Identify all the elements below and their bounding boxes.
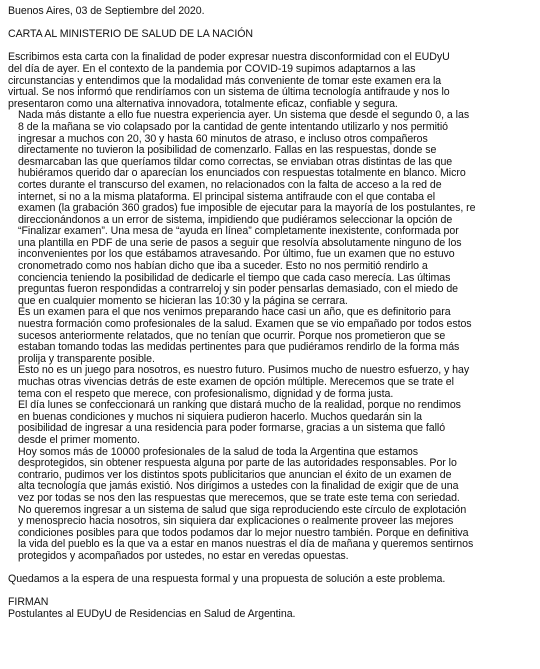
- text-line: conciencia teniendo la posibilidad de dedicarle el tiempo que cada caso merecía. Las últimas: [18, 271, 451, 284]
- paragraph-2: [8, 110, 532, 307]
- paragraph-3: [8, 307, 532, 365]
- text-line: ingresar a muchos con 20, 30 y hasta 60 minutos de atraso, e incluso otros compañeros: [18, 132, 428, 145]
- text-line: vez por todas se nos den las respuestas que merecemos, que se trate este tema con seriedad.: [18, 491, 460, 504]
- signatories: Postulantes al EUDyU de Residencias en Salud de Argentina.: [8, 607, 296, 620]
- letter-heading: CARTA AL MINISTERIO DE SALUD DE LA NACIÓN: [8, 28, 254, 41]
- text-line: desde el primer momento.: [18, 433, 140, 446]
- text-line: alta tecnología que jamás existió. Nos dirigimos a ustedes con la finalidad de exigir que de una: [18, 480, 459, 493]
- paragraph-6: [8, 447, 532, 563]
- text-line: que en cualquier momento se hicieran las 10:30 y la página se cerrara.: [18, 294, 348, 307]
- text-line: tema con el respeto que merece, con profesionalismo, dignidad y de forma justa.: [18, 387, 394, 400]
- text-line: desmarcaban las que queríamos tildar como correctas, se enviaban otras distintas de las que: [18, 155, 453, 168]
- text-line: 8 de la mañana se vio colapsado por la cantidad de gente intentando utilizarlo y nos permitió: [18, 120, 448, 133]
- text-line: Hoy somos más de 10000 profesionales de la salud de toda la Argentina que estamos: [18, 445, 418, 458]
- text-line: protegidos y acompañados por ustedes, no estar en veredas opuestas.: [18, 549, 349, 562]
- text-line: El día lunes se confeccionará un ranking que distará mucho de la realidad, porque no rendimos: [18, 399, 461, 412]
- text-line: la vida del pueblo es la que va a estar en manos nuestras el día de mañana y queremos sentirnos: [18, 538, 474, 551]
- paragraph-1: [8, 52, 532, 110]
- text-line: examen (la grabación 360 grados) fue imposible de ejecutar para la mayoría de los postulantes, re: [18, 202, 476, 215]
- text-line: nuestra formación como profesionales de la salud. Examen que se vio empañado por todos estos: [18, 318, 472, 331]
- text-line: internet, si no a la misma plataforma. El principal sistema antifraude con el que contaba el: [18, 190, 436, 203]
- closing-line: Quedamos a la espera de una respuesta formal y una propuesta de solución a este problema.: [8, 573, 446, 586]
- text-line: y menosprecio hacia nosotros, sin siquiera dar explicaciones o realmente proveer las mejores: [18, 515, 454, 528]
- text-line: muchas otras vivencias detrás de este examen de opción múltiple. Merecemos que se trate el: [18, 376, 454, 388]
- paragraph-5: [8, 400, 532, 446]
- text-line: Es un examen para el que nos venimos preparando hace casi un año, que es definitorio para: [18, 306, 451, 319]
- text-line: condiciones posibles para que todos podamos dar lo mejor nuestro también. Porque en definitiva: [18, 526, 469, 539]
- text-line: “Finalizar examen”. Una mesa de “ayuda en línea” completamente inexistente, conformada por: [18, 225, 459, 238]
- paragraph-4: [8, 365, 532, 400]
- signature-label: FIRMAN: [8, 596, 49, 609]
- date-line: Buenos Aires, 03 de Septiembre del 2020.: [8, 5, 205, 17]
- text-line: presentaron como una alternativa innovadora, totalmente eficaz, confiable y segura.: [8, 97, 398, 110]
- text-line: desprotegidos, sin obtener respuesta alguna por parte de las autoridades responsables. Por lo: [18, 457, 457, 470]
- text-line: prolija y transparente posible.: [18, 352, 155, 365]
- text-line: Esto no es un juego para nosotros, es nuestro futuro. Pusimos mucho de nuestro esfuerzo, y hay: [18, 364, 470, 377]
- text-line: hubiéramos querido dar o aparecían los enunciados con respuestas totalmente en blanco. Micro: [18, 167, 466, 180]
- text-line: estaban tomando todas las medidas pertinentes para que pudiéramos rendirlo de la forma más: [18, 341, 460, 354]
- text-line: circunstancias y entendimos que la modalidad más conveniente de tomar este examen era la: [8, 74, 442, 87]
- text-line: en buenas condiciones y muchos ni siquiera pudieron hacerlo. Muchos quedarán sin la: [18, 410, 422, 423]
- text-line: Escribimos esta carta con la finalidad de poder expresar nuestra disconformidad con el EUDyU: [8, 51, 450, 64]
- text-line: contrario, pudimos ver los distintos spots publicitarios que anuncian el éxito de un examen de: [18, 468, 452, 481]
- text-line: virtual. Se nos informó que rendiríamos con un sistema de última tecnología antifraude y nos lo: [8, 86, 450, 99]
- text-line: una plantilla en PDF de una serie de pasos a seguir que resolvía absolutamente ninguno de los: [18, 236, 462, 249]
- text-line: del día de ayer. En el contexto de la pandemia por COVID-19 supimos adaptarnos a las: [8, 62, 416, 75]
- text-line: directamente no tuvieron la posibilidad de comenzarlo. Fallas en las respuestas, donde se: [18, 144, 437, 157]
- text-line: preguntas fueron respondidas a contrarreloj y sin poder pensarlas demasiado, con el miedo de: [18, 283, 459, 296]
- text-line: inconvenientes por los que estábamos atravesando. Por último, fue un examen que no estuvo: [18, 248, 455, 261]
- text-line: Nada más distante a ello fue nuestra experiencia ayer. Un sistema que desde el segundo 0, a las: [18, 109, 470, 122]
- text-line: direccionándonos a un error de sistema, impidiendo que pudiéramos seleccionar la opción de: [18, 213, 453, 226]
- text-line: cortes durante el transcurso del examen, no relacionados con la falta de acceso a la red de: [18, 178, 442, 191]
- text-line: posibilidad de ingresar a una residencia para poder formarse, gracias a un sistema que falló: [18, 422, 446, 435]
- text-line: No queremos ingresar a un sistema de salud que siga reproduciendo este círculo de explotación: [18, 503, 467, 516]
- text-line: sucesos anteriormente relatados, que no tenían que ocurrir. Porque nos prometieron que se: [18, 329, 446, 342]
- text-line: cronometrado como nos habían dicho que iba a suceder. Esto no nos permitió rendirlo a: [18, 260, 428, 273]
